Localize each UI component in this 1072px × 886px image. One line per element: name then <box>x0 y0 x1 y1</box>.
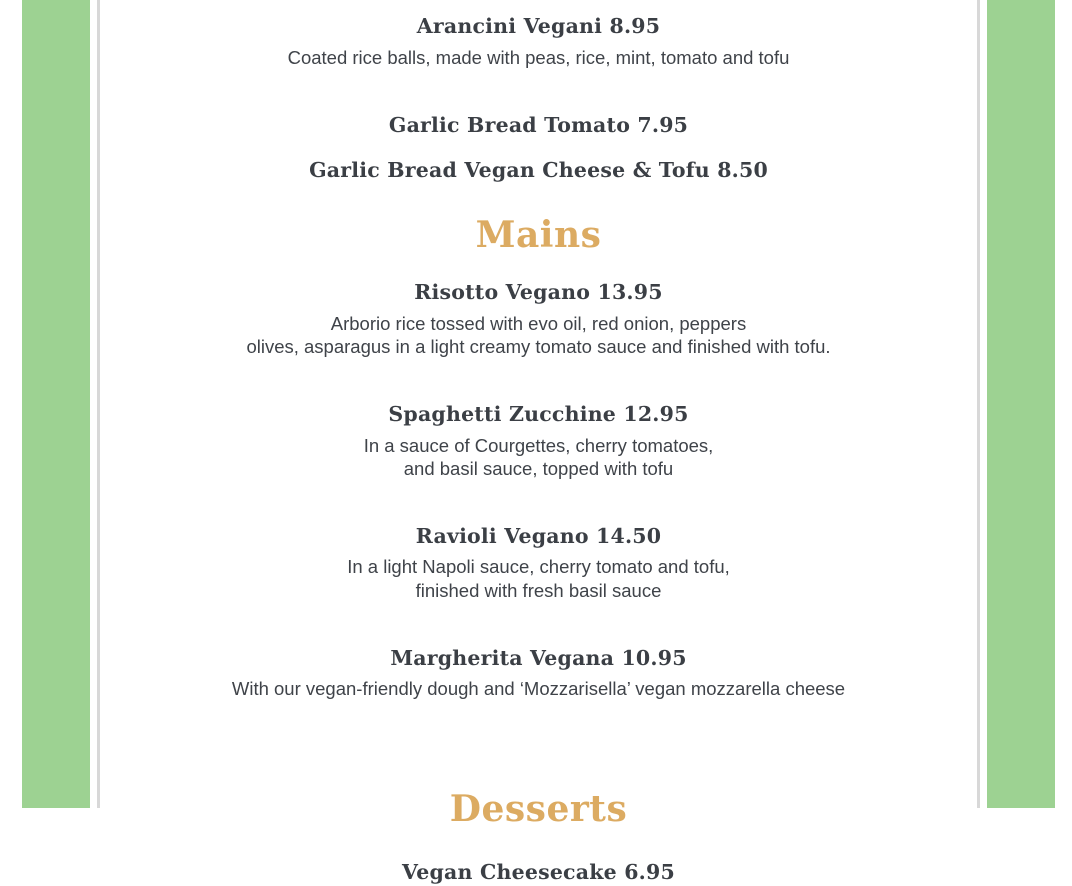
section-title-desserts: Desserts <box>449 788 628 831</box>
menu-item-description-line: In a sauce of Courgettes, cherry tomatoes, <box>363 434 714 456</box>
spacer <box>100 69 977 113</box>
spacer <box>100 138 977 158</box>
page-left-margin <box>0 0 22 808</box>
menu-item-garlic-bread-vegan-cheese-tofu <box>100 158 977 184</box>
left-green-band <box>22 0 90 808</box>
menu-item-risotto-vegano <box>100 280 977 358</box>
menu-item-garlic-bread-tomato <box>100 113 977 139</box>
spacer <box>100 184 977 214</box>
menu-item-description-line: olives, asparagus in a light creamy tomato sauce and finished with tofu. <box>246 335 831 357</box>
menu-item-description-line: finished with fresh basil sauce <box>415 579 662 601</box>
menu-item-arancini-vegani <box>100 14 977 69</box>
section-title-mains: Mains <box>475 214 602 256</box>
menu-item-name: Margherita Vegana 10.95 <box>390 645 687 670</box>
page-right-margin <box>1055 0 1072 808</box>
menu-item-name: Garlic Bread Tomato 7.95 <box>388 112 689 137</box>
menu-item-margherita-vegana <box>100 646 977 701</box>
left-white-gap <box>90 0 97 808</box>
spacer <box>100 602 977 646</box>
menu-item-description-line: Arborio rice tossed with evo oil, red onion, peppers <box>330 312 747 334</box>
menu-item-ravioli-vegano <box>100 524 977 602</box>
menu-item-name: Arancini Vegani 8.95 <box>416 14 661 38</box>
spacer <box>100 764 977 788</box>
spacer <box>100 358 977 402</box>
menu-item-spaghetti-zucchine <box>100 402 977 480</box>
spacer <box>100 480 977 524</box>
menu-item-name: Garlic Bread Vegan Cheese & Tofu 8.50 <box>309 158 768 183</box>
menu-item-name: Spaghetti Zucchine 12.95 <box>388 401 689 426</box>
menu-item-vegan-cheesecake <box>100 860 977 886</box>
spacer <box>100 830 977 860</box>
menu-item-name: Vegan Cheesecake 6.95 <box>402 860 675 885</box>
menu-content <box>100 0 977 885</box>
menu-item-name: Risotto Vegano 13.95 <box>414 280 663 304</box>
content-top-spacer <box>100 0 977 14</box>
menu-item-description-line: Coated rice balls, made with peas, rice, mint, tomato and tofu <box>287 46 790 68</box>
menu-item-description-line: In a light Napoli sauce, cherry tomato and tofu, <box>347 556 730 578</box>
right-white-gap <box>980 0 987 808</box>
menu-item-name: Ravioli Vegano 14.50 <box>415 523 662 548</box>
menu-item-description-line: With our vegan-friendly dough and ‘Mozzarisella’ vegan mozzarella cheese <box>231 678 846 700</box>
spacer <box>100 700 977 764</box>
menu-item-description-line: and basil sauce, topped with tofu <box>403 457 674 479</box>
right-green-band <box>987 0 1055 808</box>
spacer <box>100 256 977 280</box>
